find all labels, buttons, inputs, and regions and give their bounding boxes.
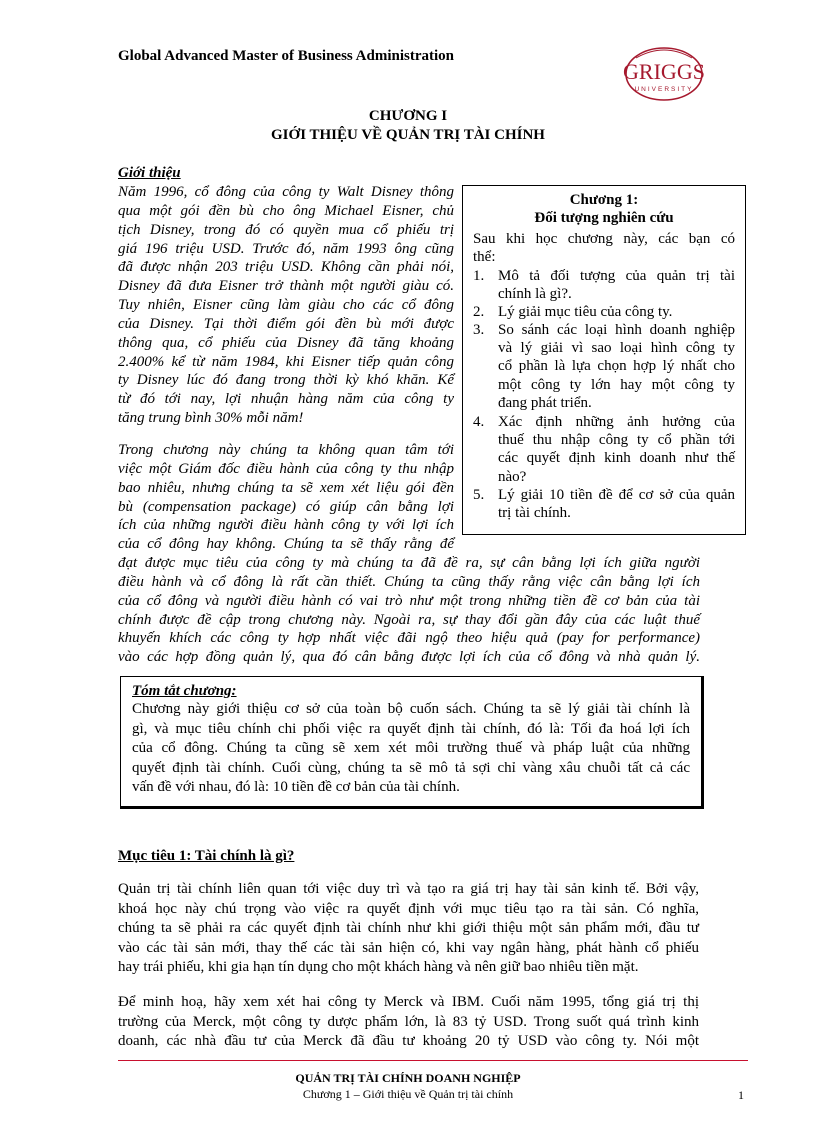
objective-1-heading: Mục tiêu 1: Tài chính là gì? <box>118 848 295 864</box>
text-line: trị tài chính. <box>498 505 571 522</box>
text-line: doanh, các nhà đầu tư của Merck đã đầu tư khoảng 20 tỷ USD vào công ty. Nói một <box>118 1033 699 1049</box>
objectives-box <box>462 185 746 535</box>
objective-item <box>498 413 735 486</box>
text-line: Xác định những ảnh hưởng của <box>498 414 735 430</box>
objective-1-paragraph-1 <box>118 880 699 978</box>
text-line: trường của Merck, một công ty dược phẩm lớn, là 83 tỷ USD. Trong suốt quá trình kinh <box>118 1013 699 1030</box>
text-line: quyết định tài chính. Cuối cùng, chúng ta sẽ mô tả sợi chỉ vàng xâu chuỗi tất cả các <box>132 759 690 776</box>
document-header-title: Global Advanced Master of Business Administration <box>118 48 455 64</box>
text-line: chính là gì?. <box>498 286 572 303</box>
intro-heading: Giới thiệu <box>118 165 181 181</box>
text-line: bù (compensation package) có giúp cân bằng lợi <box>118 498 454 515</box>
text-line: đã được nhận 203 triệu USD. Không cần phải nói, <box>118 259 454 276</box>
objective-number: 1. <box>473 268 485 284</box>
text-line: hay trái phiếu, khi gia hạn tín dụng cho một khách hàng và nên giữ bao nhiêu tiền mặt. <box>118 959 639 975</box>
objective-item <box>498 303 735 321</box>
text-line: cổ phần là lựa chọn hợp lý nhất cho <box>498 358 735 375</box>
text-line: tịch Disney, trong đó có quyền mua cổ phiếu trị <box>118 221 454 238</box>
text-line: điều hành và cổ đông là rất cần thiết. Chúng ta cũng thấy rằng việc cân bằng lợi ích <box>118 573 700 590</box>
text-line: chính được đề cập trong chương này. Ngoài ra, sự thay đổi gần đây của các luật thuế <box>118 611 700 628</box>
text-line: qua một gói đền bù cho ông Michael Eisner, chủ <box>118 202 454 219</box>
intro-paragraph-1 <box>118 183 454 428</box>
text-line: đang phát triển. <box>498 394 592 411</box>
text-line: bao nhiêu, nhưng chúng ta sẽ xem xét liệu gói đền <box>118 479 454 496</box>
summary-heading: Tóm tắt chương: <box>132 683 237 699</box>
objective-number: 3. <box>473 322 485 338</box>
text-line: So sánh các loại hình doanh nghiệp <box>498 322 735 338</box>
text-line: Tuy nhiên, Eisner cũng làm giàu cho các cổ đông <box>118 297 454 314</box>
text-line: việc một Giám đốc điều hành của công ty thu nhập <box>118 460 454 477</box>
text-line: khoá học này chú trọng vào việc ra quyết định với mục tiêu tạo ra tài sản. Có nghĩa, <box>118 900 699 917</box>
objective-number: 5. <box>473 487 485 503</box>
objective-item <box>498 486 735 522</box>
footer-divider <box>118 1060 748 1061</box>
text-line: của cổ đông hay không. Chúng ta sẽ thấy rằng để <box>118 536 454 553</box>
objective-number: 4. <box>473 414 485 430</box>
text-line: 2.400% kể từ năm 1984, khi Eisner tiếp quản công <box>118 353 454 370</box>
text-line: của cổ đông. Chúng ta cũng sẽ xem xét môi trường thuế và pháp luật của những <box>132 740 690 756</box>
text-line: thể: <box>473 249 496 266</box>
text-line: một công ty lớn hay một công ty <box>498 376 735 393</box>
objective-number: 2. <box>473 304 485 320</box>
intro-paragraph-2 <box>118 441 454 554</box>
text-line: giá 196 triệu USD. Trước đó, năm 1993 ông cũng <box>118 240 454 257</box>
text-line: ích của những người điều hành công ty với lợi ích <box>118 517 454 534</box>
objectives-intro <box>473 230 735 266</box>
text-line: đạt được mục tiêu của công ty mà chúng ta đã đề ra, sự cân bằng lợi ích giữa người <box>118 555 700 571</box>
chapter-summary-box <box>120 676 704 809</box>
text-line: vấn đề với nhau, đó là: 10 tiền đề cơ bản của tài chính. <box>132 779 460 795</box>
text-line: Lý giải 10 tiền đề để cơ sở của quản <box>498 487 735 503</box>
text-line: Disney đã đưa Eisner trở thành một người giàu có. <box>118 278 454 295</box>
logo-subtext: UNIVERSITY <box>634 86 694 93</box>
text-line: của Disney. Tại thời điểm gói đền bù mới được <box>118 315 454 332</box>
text-line: Chương này giới thiệu cơ sở của toàn bộ cuốn sách. Chúng ta sẽ lý giải tài chính là <box>132 701 690 717</box>
text-line: chúng ta sẽ phải ra các quyết định tài chính như khi giới thiệu một sản phẩm mới, đầu tư <box>118 920 699 936</box>
text-line: các quyết định kinh doanh như thế <box>498 450 735 467</box>
text-line: nào? <box>498 468 527 485</box>
text-line: vào các hợp đồng quản lý, qua đó cân bằng được lợi ích của cổ đông và nhà quản lý. <box>118 649 700 666</box>
page-number: 1 <box>738 1088 744 1102</box>
objective-1-paragraph-2 <box>118 993 699 1052</box>
chapter-number: CHƯƠNG I <box>368 108 448 124</box>
objectives-box-subtitle: Đối tượng nghiên cứu <box>534 210 674 226</box>
text-line: khuyến khích các công ty hợp nhất việc đãi ngộ theo hiệu quả (pay for performance) <box>118 630 700 647</box>
text-line: tăng trung bình 30% mỗi năm! <box>118 410 304 427</box>
text-line: Sau khi học chương này, các bạn có <box>473 231 735 247</box>
text-line: Năm 1996, cổ đông của công ty Walt Disney thông <box>118 184 454 200</box>
intro-paragraph-2-continued <box>118 554 700 667</box>
logo-wordmark: GRIGGS <box>623 59 705 84</box>
logo-emblem-icon <box>622 44 706 104</box>
text-line: Trong chương này chúng ta không quan tâm tới <box>118 442 454 458</box>
text-line: Mô tả đối tượng của quản trị tài <box>498 268 735 284</box>
text-line: của cổ đông và người điều hành có vai trò như một trong những tiền đề cơ bản của tài <box>118 592 700 609</box>
objectives-box-title: Chương 1: <box>569 192 639 208</box>
footer-title: QUẢN TRỊ TÀI CHÍNH DOANH NGHIỆP <box>295 1071 521 1085</box>
text-line: vào các tài sản mới, thay thế các tài sản hiện có, khi vay ngân hàng, phát hành cổ phiếu <box>118 939 699 956</box>
text-line: ty Disney lúc đó đang trong thời kỳ khó khăn. Kể <box>118 372 454 389</box>
chapter-title: GIỚI THIỆU VỀ QUẢN TRỊ TÀI CHÍNH <box>271 127 545 143</box>
griggs-university-logo <box>622 44 706 104</box>
footer-subtitle: Chương 1 – Giới thiệu về Quản trị tài chính <box>302 1087 514 1101</box>
objective-item <box>498 321 735 412</box>
objective-item <box>498 267 735 303</box>
text-line: gì, và mục tiêu chính chi phối việc ra quyết định tài chính, đó là: Tối đa hoá lợi ích <box>132 720 690 737</box>
text-line: Lý giải mục tiêu của công ty. <box>498 304 673 320</box>
text-line: thuế thu nhập công ty cổ phần tới <box>498 432 735 449</box>
summary-text <box>132 700 690 798</box>
text-line: Quản trị tài chính liên quan tới việc duy trì và tạo ra giá trị hay tài sản kinh tế. Bởi vậy, <box>118 881 699 897</box>
text-line: từ đó tới nay, lợi nhuận hàng năm của công ty <box>118 391 454 408</box>
text-line: thông qua, cổ phiếu của Disney đã tăng khoảng <box>118 334 454 351</box>
text-line: Để minh hoạ, hãy xem xét hai công ty Merck và IBM. Cuối năm 1995, tổng giá trị thị <box>118 994 699 1010</box>
text-line: và lý giải vì sao loại hình công ty <box>498 340 735 357</box>
